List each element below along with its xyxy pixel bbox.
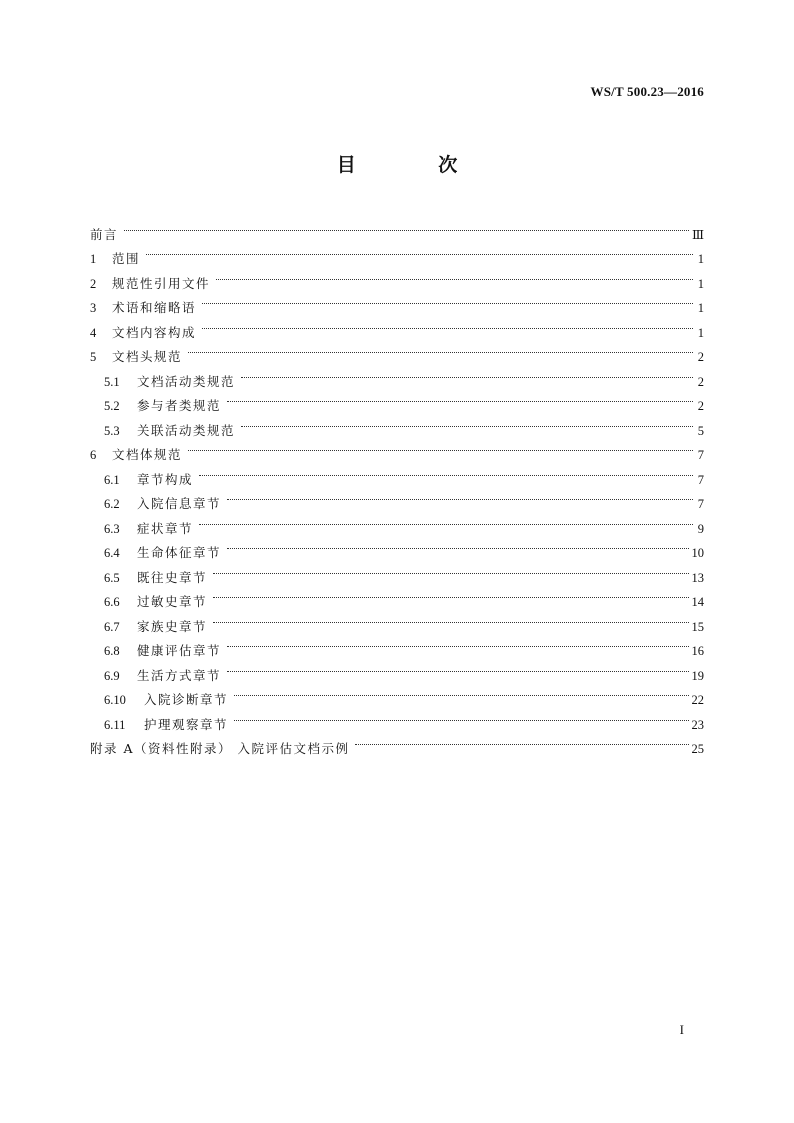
toc-entry-number: 6 bbox=[90, 448, 97, 462]
toc-leader bbox=[202, 288, 693, 313]
toc-leader bbox=[227, 533, 688, 558]
toc-entry-number: 6.11 bbox=[104, 717, 126, 732]
toc-entry-page: 23 bbox=[691, 717, 704, 732]
toc-entry-page: 10 bbox=[691, 546, 704, 560]
toc-leader bbox=[227, 655, 688, 680]
toc-leader bbox=[202, 312, 693, 337]
toc-entry-number: 5 bbox=[90, 350, 97, 364]
toc-entry-text: 文档头规范 bbox=[112, 349, 183, 364]
toc-entry-1[interactable] bbox=[90, 239, 704, 264]
toc-entry-text: 规范性引用文件 bbox=[112, 275, 211, 291]
toc-entry-number: 5.3 bbox=[104, 423, 120, 438]
footer-page-number: I bbox=[679, 1022, 684, 1037]
toc-entry-text: 既往史章节 bbox=[137, 569, 208, 585]
toc-entry-number: 1 bbox=[90, 252, 97, 266]
toc-entry-text: 范围 bbox=[112, 251, 141, 266]
toc-leader bbox=[234, 680, 688, 705]
toc-entry-text: 入院诊断章节 bbox=[144, 692, 229, 707]
toc-entry-page: 2 bbox=[697, 399, 704, 413]
toc-leader bbox=[199, 459, 693, 484]
toc-leader bbox=[188, 435, 693, 460]
toc-leader bbox=[188, 337, 693, 362]
toc-entry-text: 附录 A（资料性附录） 入院评估文档示例 bbox=[90, 741, 350, 756]
toc-entry-page: 5 bbox=[697, 423, 704, 438]
toc-leader bbox=[355, 729, 688, 754]
toc-entry-page: 7 bbox=[697, 448, 704, 462]
toc-entry-page: 1 bbox=[697, 276, 704, 291]
toc-leader bbox=[213, 606, 688, 631]
toc-leader bbox=[199, 508, 693, 533]
toc-leader bbox=[227, 484, 693, 509]
toc-entry-page: 25 bbox=[691, 742, 704, 756]
toc-entry-number: 6.6 bbox=[104, 595, 120, 609]
toc-entry-page: 16 bbox=[691, 644, 704, 658]
toc-entry-foreword[interactable] bbox=[90, 214, 704, 242]
toc-entry-text: 文档活动类规范 bbox=[137, 373, 236, 389]
toc-entry-page: 19 bbox=[691, 668, 704, 683]
toc-entry-text: 症状章节 bbox=[137, 520, 194, 536]
toc-entry-page: 1 bbox=[697, 301, 704, 315]
toc-leader bbox=[213, 582, 688, 607]
toc-entry-text: 健康评估章节 bbox=[137, 643, 222, 658]
toc-entry-text: 过敏史章节 bbox=[137, 594, 208, 609]
toc-entry-number: 2 bbox=[90, 276, 97, 291]
toc-entry-text: 护理观察章节 bbox=[144, 716, 229, 732]
toc-leader bbox=[213, 557, 688, 582]
toc-entry-text: 术语和缩略语 bbox=[112, 300, 197, 315]
toc-entry-number: 5.2 bbox=[104, 399, 120, 413]
toc-leader bbox=[124, 214, 689, 239]
toc-entry-text: 生命体征章节 bbox=[137, 545, 222, 560]
toc-entry-number: 6.1 bbox=[104, 472, 120, 487]
toc-entry-page: 22 bbox=[691, 693, 704, 707]
standard-code: WS/T 500.23—2016 bbox=[590, 84, 704, 99]
toc-entry-page: 1 bbox=[697, 252, 704, 266]
toc-entry-text: 参与者类规范 bbox=[137, 398, 222, 413]
toc-entry-page: 13 bbox=[691, 570, 704, 585]
toc-entry-number: 4 bbox=[90, 325, 97, 340]
toc-leader bbox=[234, 704, 688, 729]
table-of-contents bbox=[90, 214, 704, 756]
toc-entry-text: 家族史章节 bbox=[137, 618, 208, 634]
toc-entry-text: 文档体规范 bbox=[112, 447, 183, 462]
toc-entry-page: 2 bbox=[697, 350, 704, 364]
toc-leader bbox=[241, 410, 693, 435]
toc-entry-page: 9 bbox=[697, 521, 704, 536]
toc-entry-number: 6.2 bbox=[104, 497, 120, 511]
toc-entry-page: 1 bbox=[697, 325, 704, 340]
toc-entry-number: 6.7 bbox=[104, 619, 120, 634]
toc-entry-number: 6.8 bbox=[104, 644, 120, 658]
toc-entry-number: 5.1 bbox=[104, 374, 120, 389]
toc-leader bbox=[227, 386, 693, 411]
toc-entry-6-1[interactable] bbox=[90, 459, 704, 487]
toc-entry-text: 前言 bbox=[90, 226, 119, 242]
toc-leader bbox=[241, 361, 693, 386]
toc-entry-page: 7 bbox=[697, 472, 704, 487]
page-title: 目 次 bbox=[336, 154, 496, 176]
toc-leader bbox=[216, 263, 693, 288]
toc-entry-number: 6.3 bbox=[104, 521, 120, 536]
toc-leader bbox=[146, 239, 693, 264]
toc-entry-page: Ⅲ bbox=[691, 227, 704, 242]
toc-entry-page: 15 bbox=[691, 619, 704, 634]
toc-entry-page: 2 bbox=[697, 374, 704, 389]
toc-entry-page: 7 bbox=[697, 497, 704, 511]
toc-leader bbox=[227, 631, 688, 656]
toc-entry-number: 6.4 bbox=[104, 546, 120, 560]
toc-entry-number: 6.10 bbox=[104, 693, 126, 707]
toc-entry-number: 3 bbox=[90, 301, 97, 315]
toc-entry-text: 章节构成 bbox=[137, 471, 194, 487]
toc-entry-text: 入院信息章节 bbox=[137, 496, 222, 511]
toc-entry-2[interactable] bbox=[90, 263, 704, 291]
toc-entry-text: 关联活动类规范 bbox=[137, 422, 236, 438]
toc-entry-5-1[interactable] bbox=[90, 361, 704, 389]
toc-entry-page: 14 bbox=[691, 595, 704, 609]
toc-entry-text: 生活方式章节 bbox=[137, 667, 222, 683]
toc-entry-number: 6.9 bbox=[104, 668, 120, 683]
toc-entry-text: 文档内容构成 bbox=[112, 324, 197, 340]
toc-entry-number: 6.5 bbox=[104, 570, 120, 585]
